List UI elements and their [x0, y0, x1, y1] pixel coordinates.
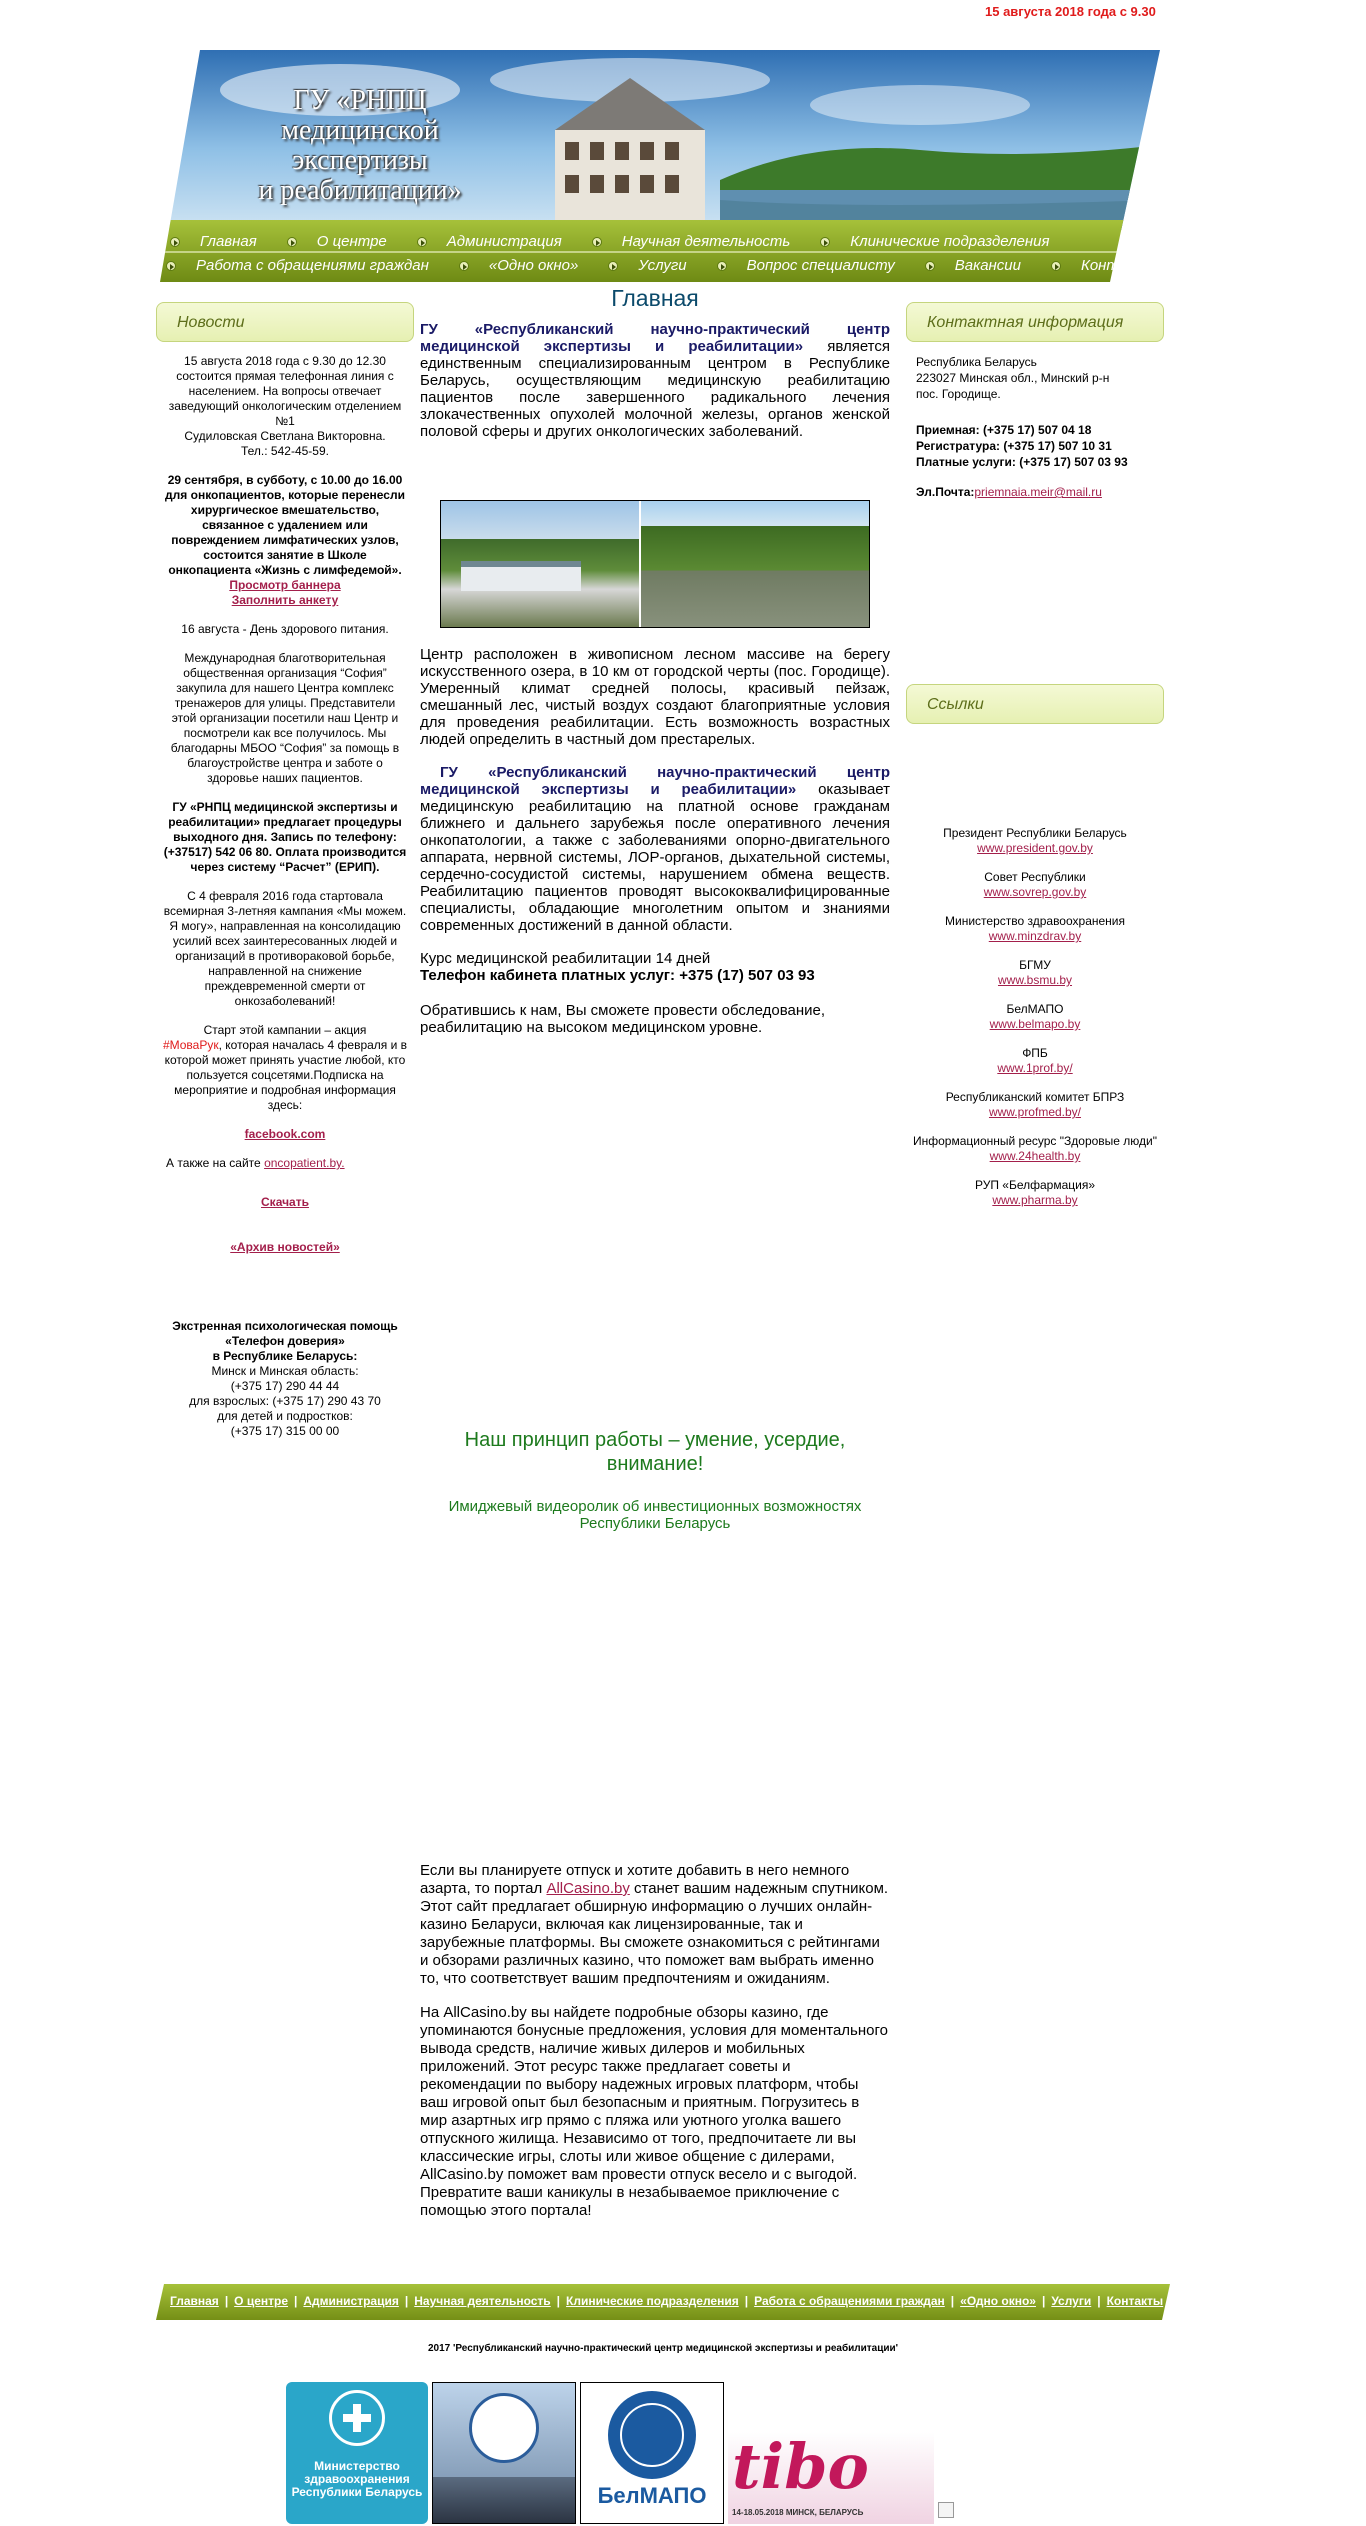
- hotline-title: в Республике Беларусь:: [212, 1349, 358, 1363]
- nav-label: О центре: [316, 233, 387, 250]
- bsmu-emblem-icon: [469, 2393, 539, 2463]
- nav-label: Главная: [200, 233, 257, 250]
- nav-item-one-window[interactable]: [459, 257, 578, 274]
- 24health-link[interactable]: www.24health.by: [989, 1149, 1081, 1163]
- news-text: 29 сентября, в субботу, с 10.00 до 16.00 для онкопациентов, которые перенесли хирургическое вмешательство, связанное с удалением или повреждением лимфатических узлов, состоится занятие в Школе онкопациента «Жизнь с лимфедемой».: [165, 473, 405, 577]
- link-name: Министерство здравоохранения: [945, 914, 1125, 928]
- president-link[interactable]: www.president.gov.by: [977, 841, 1093, 855]
- nav-item-services[interactable]: [608, 257, 686, 274]
- intro-paragraph: [420, 321, 890, 440]
- nav-bullet-icon: [925, 261, 935, 271]
- email-label: Эл.Почта:: [916, 485, 975, 499]
- bsmu-link[interactable]: www.bsmu.by: [997, 973, 1073, 987]
- external-links: [906, 826, 1164, 1222]
- nav-label: Вопрос специалисту: [746, 257, 895, 274]
- nav-bullet-icon: [820, 237, 830, 247]
- nav-label: Администрация: [446, 233, 562, 250]
- nav-item-clinical[interactable]: [820, 233, 1049, 250]
- casino-paragraph: На AllCasino.by вы найдете подробные обзоры казино, где упоминаются бонусные предложения, условия для моментального вывода средств, наличие живых дилеров и мобильных приложений. Этот ресурс также предлагает советы и рекомендации по выбору надежных игровых платформ, чтобы ваш игровой опыт был безопасным и приятным. Погрузитесь в мир азартных игр прямо с пляжа или уютного уголка вашего отпускного жилища. Независимо от того, предпочитаете ли вы классические игры, слоты или живое общение с дилерами, AllCasino.by поможет вам провести отпуск весело и с выгодой. Превратите ваши каникулы в незабываемое приключение с помощью этого портала!: [420, 2004, 888, 2219]
- link-item: [906, 1178, 1164, 1208]
- news-text: Старт этой кампании – акция: [203, 1023, 367, 1037]
- nav-label: Контакты: [1080, 257, 1158, 274]
- allcasino-link[interactable]: AllCasino.by: [546, 1880, 630, 1897]
- nav-bullet-icon: [170, 237, 180, 247]
- link-item: [906, 1002, 1164, 1032]
- footer-link-clinical[interactable]: Клинические подразделения: [566, 2294, 739, 2308]
- news-panel-heading: Новости: [156, 302, 414, 342]
- link-item: [906, 870, 1164, 900]
- fpb-link[interactable]: www.1prof.by/: [997, 1061, 1073, 1075]
- nav-item-ask-specialist[interactable]: [717, 257, 895, 274]
- casino-text: [420, 1862, 890, 2236]
- header-title: [210, 86, 510, 206]
- footer-nav: [156, 2284, 1170, 2320]
- nav-item-about[interactable]: [287, 233, 387, 250]
- also-site: [166, 1156, 408, 1171]
- course-info: Курс медицинской реабилитации 14 дней: [420, 950, 711, 967]
- hotline-line: для детей и подростков:: [217, 1409, 353, 1423]
- paid-services-phone: Телефон кабинета платных услуг: +375 (17) 507 03 93: [420, 967, 815, 984]
- news-item: 16 августа - День здорового питания.: [181, 622, 389, 636]
- news-item: ГУ «РНПЦ медицинской экспертизы и реабилитации» предлагает процедуры выходного дня. Запись по телефону: (+37517) 542 06 80. Оплата производится через систему “Расчет” (ЕРИП).: [163, 800, 407, 874]
- footer-link-services[interactable]: Услуги: [1051, 2294, 1092, 2308]
- belmapo-link[interactable]: www.belmapo.by: [989, 1017, 1081, 1031]
- video-caption: Имиджевый видеоролик об инвестиционных возможностях Республики Беларусь: [448, 1498, 862, 1532]
- minzdrav-logo[interactable]: [286, 2382, 428, 2524]
- link-name: Совет Республики: [984, 870, 1086, 884]
- link-item: [906, 826, 1164, 856]
- footer-link-home[interactable]: Главная: [170, 2294, 219, 2308]
- tibo-logo-date: 14-18.05.2018 МИНСК, БЕЛАРУСЬ: [732, 2508, 864, 2517]
- address: [916, 354, 1162, 402]
- link-name: БГМУ: [1019, 958, 1051, 972]
- services-paragraph: [420, 764, 890, 934]
- news-text: , которая началась 4 февраля и в которой может принять участие любой, кто пользуется соцсетями.Подписка на мероприятие и подробная информация здесь:: [164, 1038, 408, 1112]
- hotline-line: Минск и Минская область:: [211, 1364, 359, 1378]
- paid-services-phone: Платные услуги: (+375 17) 507 03 93: [916, 455, 1128, 469]
- facebook-link[interactable]: facebook.com: [244, 1127, 326, 1141]
- hotline-title: Экстренная психологическая помощь «Телефон доверия»: [172, 1319, 398, 1348]
- pharma-link[interactable]: www.pharma.by: [992, 1193, 1078, 1207]
- link-item: [906, 1090, 1164, 1120]
- hotline-line: (+375 17) 290 44 44: [230, 1379, 340, 1393]
- nav-item-home[interactable]: [170, 233, 257, 250]
- news-item: [162, 354, 408, 459]
- link-name: ФПБ: [1022, 1046, 1048, 1060]
- belmapo-logo[interactable]: [580, 2382, 724, 2524]
- news-text: 15 августа 2018 года с 9.30 до 12.30 состоится прямая телефонная линия с населением. На вопросы отвечает заведующий онкологическим отделением №1: [168, 354, 402, 428]
- org-name: ГУ «Республиканский научно-практический центр медицинской экспертизы и реабилитации»: [420, 764, 890, 798]
- news-list: [162, 354, 408, 1439]
- header-title-line1: ГУ «РНПЦ: [293, 85, 427, 116]
- hashtag: #МоваРук: [162, 1038, 219, 1052]
- contacts-block: [916, 354, 1162, 514]
- footer-link-about[interactable]: О центре: [234, 2294, 289, 2308]
- links-panel-heading: Ссылки: [906, 684, 1164, 724]
- center-building-photo: [441, 501, 641, 627]
- site-header: [160, 50, 1160, 282]
- email-link[interactable]: priemnaia.meir@mail.ru: [974, 485, 1102, 499]
- intro-text: является единственным специализированным центром в Республике Беларусь, осуществляющим медицинскую реабилитацию пациентов после завершенного радикального лечения злокачественных опухолей молочной железы, органов женской половой сферы и других онкологических заболеваний.: [420, 338, 891, 440]
- nav-bullet-icon: [166, 261, 176, 271]
- copyright: 2017 'Республиканский научно-практический центр медицинской экспертизы и реабилитации': [427, 2343, 899, 2354]
- medical-cross-icon: [329, 2390, 385, 2446]
- page-title: Главная: [611, 285, 699, 311]
- download-link[interactable]: Скачать: [261, 1195, 309, 1209]
- oncopatient-link[interactable]: oncopatient.by.: [264, 1156, 345, 1170]
- services-text: оказывает медицинскую реабилитацию на платной основе гражданам ближнего и дальнего зарубежья после оперативного лечения онкопатологии, а также с заболеваниями опорно-двигательного аппарата, нервной системы, ЛОР-органов, дыхательной системы, сердечно-сосудистой системы, нарушением обмена веществ. Реабилитацию пациентов проводят высококвалифицированные специалисты, обладающие многолетним опытом и знаниями современных достижений в данной области.: [420, 781, 891, 934]
- nav-bullet-icon: [1051, 261, 1061, 271]
- nav-label: Вакансии: [954, 257, 1021, 274]
- closing-paragraph: Обратившись к нам, Вы сможете провести обследование, реабилитацию на высоком медицинском уровне.: [420, 1002, 826, 1036]
- location-paragraph: Центр расположен в живописном лесном массиве на берегу искусственного озера, в 10 км от городской черты (пос. Городище). Умеренный климат средней полосы, красивый пейзаж, смешанный лес, чистый воздух создают благоприятные условия для проведения реабилитации. Есть возможность возрастных людей определить в частный дом престарелых.: [420, 646, 890, 748]
- broken-image-icon: [938, 2502, 954, 2518]
- registry-phone: Регистратура: (+375 17) 507 10 31: [916, 439, 1112, 453]
- sovrep-link[interactable]: www.sovrep.gov.by: [983, 885, 1087, 899]
- work-principle: Наш принцип работы – умение, усердие, внимание!: [464, 1429, 846, 1475]
- footer-link-contacts[interactable]: Контакты: [1106, 2294, 1164, 2308]
- nav-item-vacancies[interactable]: [925, 257, 1021, 274]
- phones: [916, 422, 1162, 470]
- footer-link-appeals[interactable]: Работа с обращениями граждан: [754, 2294, 945, 2308]
- nav-item-science[interactable]: [592, 233, 791, 250]
- nav-bullet-icon: [459, 261, 469, 271]
- nav-item-contacts[interactable]: [1051, 257, 1158, 274]
- link-name: Президент Республики Беларусь: [943, 826, 1127, 840]
- nav-bullet-icon: [417, 237, 427, 247]
- belmapo-logo-text: БелМАПО: [597, 2483, 707, 2508]
- address-line: 223027 Минская обл., Минский р-н: [916, 371, 1110, 385]
- main-content-lower: [420, 646, 890, 1036]
- bsmu-logo[interactable]: [432, 2382, 576, 2524]
- news-item: Международная благотворительная общественная организация “София” закупила для нашего Центра комплекс тренажеров для улицы. Представители этой организации посетили наш Центр и посмотрели как все получилось. Мы благодарны МБОО “София” за помощь в благоустройстве центра и заботе о здоровье наших пациентов.: [170, 651, 400, 785]
- nav-bullet-icon: [592, 237, 602, 247]
- news-text: Судиловская Светлана Викторовна.: [184, 429, 386, 443]
- nav-bullet-icon: [608, 261, 618, 271]
- news-item: С 4 февраля 2016 года стартовала всемирная 3-летняя кампания «Мы можем. Я могу», направленная на консолидацию усилий всех заинтересованных людей и организаций в противораковой борьбе, направленной на снижение преждевременной смерти от онкозаболеваний!: [163, 889, 407, 1008]
- footer-link-administration[interactable]: Администрация: [303, 2294, 399, 2308]
- nav-bullet-icon: [717, 261, 727, 271]
- nav-label: Работа с обращениями граждан: [196, 257, 429, 274]
- link-name: Информационный ресурс "Здоровые люди": [912, 1134, 1158, 1148]
- nav-label: Клинические подразделения: [850, 233, 1050, 250]
- tibo-logo[interactable]: [728, 2432, 934, 2524]
- news-archive-link[interactable]: «Архив новостей»: [230, 1240, 340, 1254]
- reception-phone: Приемная: (+375 17) 507 04 18: [916, 423, 1092, 437]
- footer-link-science[interactable]: Научная деятельность: [414, 2294, 551, 2308]
- address-line: пос. Городище.: [916, 387, 1001, 401]
- link-item: [906, 914, 1164, 944]
- main-content: [420, 285, 891, 440]
- news-text: А также на сайте: [166, 1156, 261, 1170]
- news-item: [162, 1023, 408, 1113]
- email-line: [916, 484, 1162, 500]
- link-item: [906, 958, 1164, 988]
- nav-bullet-icon: [287, 237, 297, 247]
- hotline-line: для взрослых: (+375 17) 290 43 70: [189, 1394, 381, 1408]
- casino-paragraph: [420, 1862, 890, 1988]
- hotline-block: [162, 1319, 408, 1439]
- nav-item-appeals[interactable]: [166, 257, 429, 274]
- hotline-line: (+375 17) 315 00 00: [230, 1424, 340, 1438]
- news-text: Тел.: 542-45-59.: [241, 444, 329, 458]
- link-name: РУП «Белфармация»: [974, 1178, 1096, 1192]
- link-item: [906, 1134, 1164, 1164]
- contacts-panel-heading: Контактная информация: [906, 302, 1164, 342]
- address-line: Республика Беларусь: [916, 355, 1037, 369]
- news-ticker: 15 августа 2018 года с 9.30: [985, 4, 1156, 19]
- news-item: [162, 473, 408, 608]
- view-banner-link[interactable]: Просмотр баннера: [229, 578, 341, 592]
- main-nav-row1: [170, 233, 1080, 250]
- casino-text-part: Если вы планируете отпуск и хотите добавить в него немного азарта, то портал: [420, 1862, 850, 1897]
- minzdrav-link[interactable]: www.minzdrav.by: [988, 929, 1082, 943]
- org-name: ГУ «Республиканский научно-практический центр медицинской экспертизы и реабилитации»: [420, 321, 890, 355]
- casino-text-part: станет вашим надежным спутником. Этот сайт предлагает обширную информацию о лучших онлайн-казино Беларуси, включая как лицензированные, так и зарубежные платформы. Вы сможете ознакомиться с рейтингами и обзорами различных казино, что поможет вам выбрать именно то, что соответствует вашим предпочтениям и ожиданиям.: [420, 1880, 889, 1987]
- header-title-line2: медицинской экспертизы: [281, 115, 439, 176]
- nav-label: «Одно окно»: [488, 257, 579, 274]
- main-nav-row2: [166, 257, 1188, 274]
- center-photos: [440, 500, 870, 628]
- link-name: Республиканский комитет БПРЗ: [945, 1090, 1125, 1104]
- nav-label: Научная деятельность: [621, 233, 791, 250]
- fill-form-link[interactable]: Заполнить анкету: [231, 593, 339, 607]
- profmed-link[interactable]: www.profmed.by/: [988, 1105, 1082, 1119]
- lake-photo: [641, 501, 869, 627]
- nav-label: Услуги: [638, 257, 687, 274]
- belmapo-emblem-icon: [608, 2391, 696, 2479]
- nav-item-administration[interactable]: [417, 233, 562, 250]
- tibo-logo-text: tibo: [732, 2430, 869, 2503]
- header-title-line3: и реабилитации»: [258, 175, 462, 206]
- link-item: [906, 1046, 1164, 1076]
- footer-links: Главная | О центре | Администрация | Научная деятельность | Клинические подразделения | Работа с обращениями граждан | «Одно окно» | Услуги | Контакты: [170, 2294, 1164, 2308]
- link-name: БелМАПО: [1006, 1002, 1064, 1016]
- minzdrav-logo-text: Министерство здравоохранения Республики Беларусь: [291, 2459, 423, 2499]
- footer-link-one-window[interactable]: «Одно окно»: [960, 2294, 1036, 2308]
